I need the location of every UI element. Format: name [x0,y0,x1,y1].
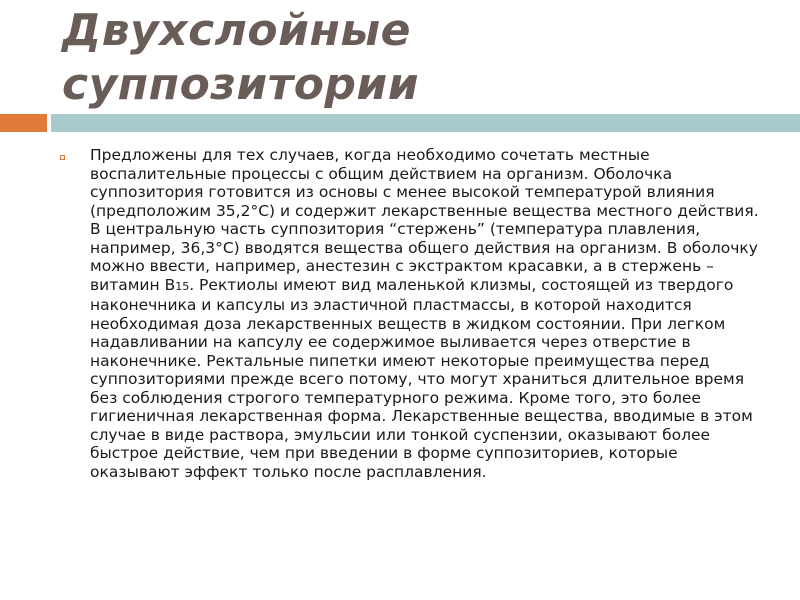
slide-title: Двухслойные суппозитории [62,5,420,110]
bullet-item [60,146,770,481]
bullet-text-part-1: Предложены для тех случаев, когда необходимо сочетать местные воспалительные процессы с общим действием на организм. Оболочка суппозитория готовится из основы с менее высокой температурой влияния (предположим 35,2°С) и содержит лекарственные вещества местного действия. В центральную часть суппозитория “стержень” (температура плавления, например, 36,3°С) вводятся вещества общего действия на организм. В оболочку можно ввести, например, анестезин с экстрактом красавки, а в стержень – витамин В [90,146,759,294]
square-bullet-icon [60,155,65,160]
bullet-text-part-2: . Ректиолы имеют вид маленькой клизмы, состоящей из твердого наконечника и капсулы из эластичной пластмассы, в которой находится необходимая доза лекарственных веществ в жидком состоянии. При легком надавливании на капсулу ее содержимое выливается через отверстие в наконечнике. Ректальные пипетки имеют некоторые преимущества перед суппозиториями прежде всего потому, что могут храниться длительное время без соблюдения строгого температурного режима. Кроме того, это более гигиеничная лекарственная форма. Лекарственные вещества, вводимые в этом случае в виде раствора, эмульсии или тонкой суспензии, оказывают более быстрое действие, чем при введении в форме суппозиториев, которые оказывают эффект только после расплавления. [90,275,753,481]
title-divider-bar [51,114,800,132]
bullet-text [90,146,770,481]
title-accent-bar [0,114,47,132]
vitamin-subscript: 15 [175,279,190,293]
slide-content [60,146,770,481]
